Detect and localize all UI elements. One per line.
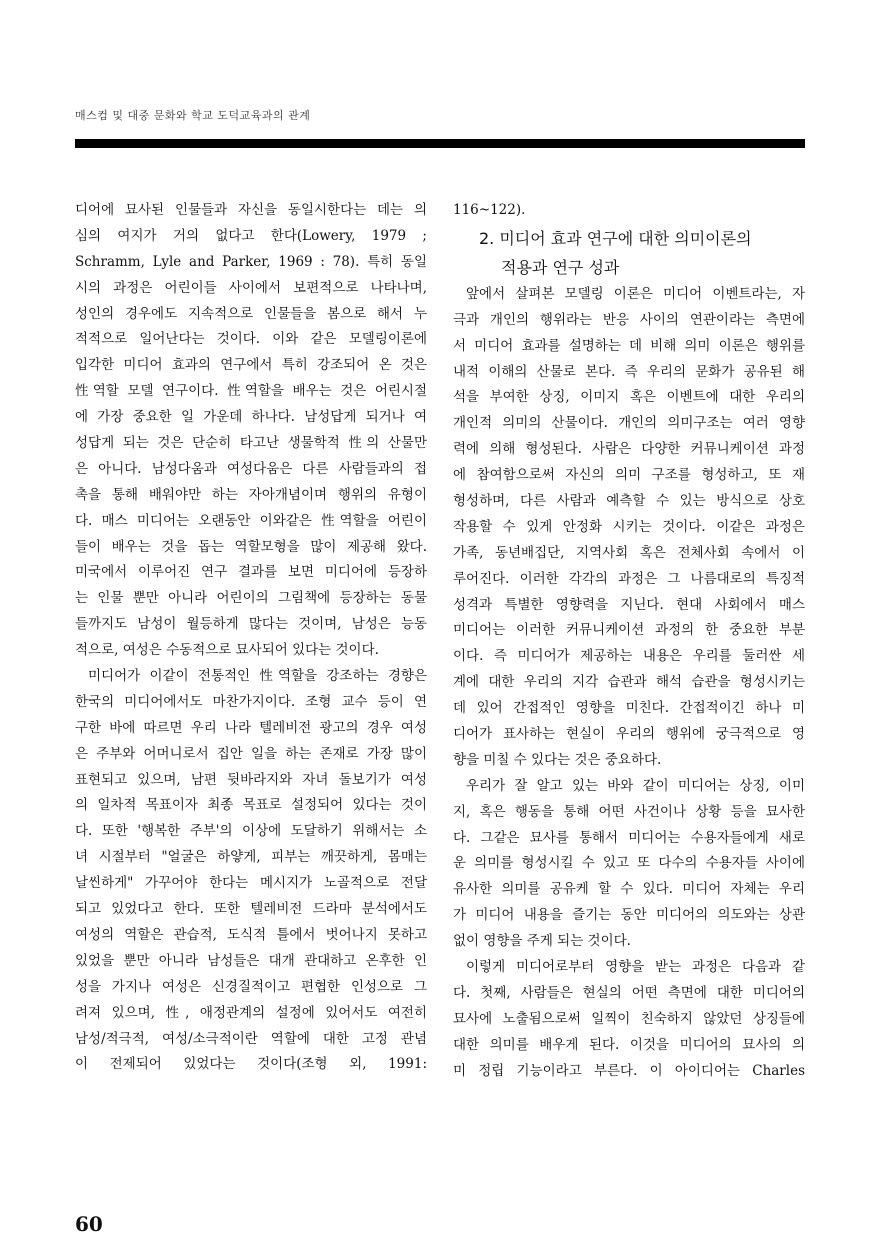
text-line: 은 아니다. 남성다움과 여성다움은 다른 사람들과의 접 <box>75 460 427 477</box>
text-line: 입각한 미디어 효과의 연구에서 특히 강조되어 온 것은 <box>75 357 427 374</box>
text-line: 려져 있으며, 性, 애정관계의 설정에 있어서도 여전히 <box>75 1004 427 1021</box>
text-line: 앞에서 살펴본 모델링 이론은 미디어 이벤트라는, 자 <box>466 285 805 302</box>
text-line: 녀 시절부터 "얼굴은 하얗게, 피부는 깨끗하게, 몸매는 <box>75 849 427 866</box>
text-line: 한국의 미디어에서도 마찬가지이다. 조형 교수 등이 연 <box>75 693 427 710</box>
text-line: 미 정립 기능이라고 부른다. 이 아이디어는 Charles <box>453 1062 805 1079</box>
text-line: 다. 매스 미디어는 오랜동안 이와같은 性역할을 어린이 <box>75 512 427 529</box>
text-line: 에 가장 중요한 일 가운데 하나다. 남성답게 되거나 여 <box>75 409 427 426</box>
text-line: 개인적 의미의 산물이다. 개인의 의미구조는 여러 영향 <box>453 415 805 432</box>
text-line: 극과 개인의 행위라는 반응 사이의 연관이라는 측면에 <box>453 311 805 328</box>
text-line: 가족, 동년배집단, 지역사회 혹은 전체사회 속에서 이 <box>453 544 805 561</box>
text-line: 이렇게 미디어로부터 영향을 받는 과정은 다음과 같 <box>466 959 805 976</box>
text-line: 없이 영향을 주게 되는 것이다. <box>453 933 631 950</box>
text-line: 묘사에 노출됨으로써 일찍이 친숙하지 않았던 상징들에 <box>453 1010 805 1027</box>
text-line: 性역할 모델 연구이다. 性역할을 배우는 것은 어린시절 <box>75 383 427 400</box>
text-line: 은 주부와 어머니로서 집안 일을 하는 존재로 가장 많이 <box>75 745 427 762</box>
text-line: 구한 바에 따르면 우리 나라 텔레비전 광고의 경우 여성 <box>75 719 427 736</box>
text-line: 는 인물 뿐만 아니라 어린이의 그림책에 등장하는 동물 <box>75 590 427 607</box>
text-line: 성인의 경우에도 지속적으로 인물들을 봄으로 해서 누 <box>75 305 427 322</box>
text-line: 미디어는 이러한 커뮤니케이션 과정의 한 중요한 부분 <box>453 622 805 639</box>
text-line: 되고 있었다고 한다. 또한 텔레비전 드라마 분석에서도 <box>75 901 427 918</box>
text-line: 디어에 묘사된 인물들과 자신을 동일시한다는 데는 의 <box>75 202 427 218</box>
text-line: 116~122). <box>453 202 526 218</box>
text-line: 들이 배우는 것을 돕는 역할모형을 많이 제공해 왔다. <box>75 538 427 555</box>
text-line: 운 의미를 형성시킬 수 있고 또 다수의 수용자들 사이에 <box>453 855 805 872</box>
text-line: 적으로, 여성은 수동적으로 묘사되어 있다는 것이다. <box>75 642 379 659</box>
text-line: 적적으로 일어난다는 것이다. 이와 같은 모델링이론에 <box>75 331 427 348</box>
text-line: 성을 가지나 여성은 신경질적이고 편협한 인성으로 그 <box>75 978 427 995</box>
text-line: 향을 미칠 수 있다는 것은 중요하다. <box>453 751 662 768</box>
right-column <box>453 198 805 1085</box>
text-line: 심의 여지가 거의 없다고 한다(Lowery, 1979 ; <box>75 227 427 244</box>
text-line: 우리가 잘 알고 있는 바와 같이 미디어는 상징, 이미 <box>466 777 805 794</box>
text-line: 성답게 되는 것은 단순히 타고난 생물학적 性의 산물만 <box>75 435 427 452</box>
text-line: 성격과 특별한 영향력을 지닌다. 현대 사회에서 매스 <box>453 596 805 613</box>
text-line: 가 미디어 내용을 즐기는 동안 미디어의 의도와는 상관 <box>453 907 805 924</box>
text-line: 서 미디어 효과를 설명하는 데 비해 의미 이론은 행위를 <box>453 337 805 354</box>
text-line: 다. 첫째, 사람들은 현실의 어떤 측면에 대한 미디어의 <box>453 984 805 1001</box>
text-line: 다. 또한 '행복한 주부'의 이상에 도달하기 위해서는 소 <box>75 823 427 840</box>
text-line: 있었을 뿐만 아니라 남성들은 대개 관대하고 온후한 인 <box>75 952 427 969</box>
page-number: 60 <box>75 1212 103 1236</box>
text-line: 유사한 의미를 공유케 할 수 있다. 미디어 자체는 우리 <box>453 881 805 898</box>
text-line: 대한 의미를 배우게 된다. 이것을 미디어의 묘사의 의 <box>453 1036 805 1053</box>
text-line: 미국에서 이루어진 연구 결과를 보면 미디어에 등장하 <box>75 564 427 581</box>
text-line: 데 있어 간접적인 영향을 미친다. 간접적이긴 하나 미 <box>453 700 805 717</box>
text-line: 디어가 표사하는 현실이 우리의 행위에 궁극적으로 영 <box>453 726 805 743</box>
text-line: 다. 그같은 묘사를 통해서 미디어는 수용자들에게 새로 <box>453 829 805 846</box>
text-line: 촉을 통해 배워야만 하는 자아개념이며 행위의 유형이 <box>75 486 427 503</box>
text-line: 날씬하게" 가꾸어야 한다는 메시지가 노골적으로 전달 <box>75 875 427 892</box>
text-line: 지, 혹은 행동을 통해 어떤 사건이나 상황 등을 묘사한 <box>453 803 805 820</box>
text-line: 미디어가 이같이 전통적인 性역할을 강조하는 경향은 <box>88 668 427 685</box>
text-line: 들까지도 남성이 월등하게 많다는 것이며, 남성은 능동 <box>75 616 427 633</box>
text-line: 에 참여함으로써 자신의 의미 구조를 형성하고, 또 재 <box>453 467 805 484</box>
text-line: 이다. 즉 미디어가 제공하는 내용은 우리를 둘러싼 세 <box>453 648 805 665</box>
text-line: 력에 의해 형성된다. 사람은 다양한 커뮤니케이션 과정 <box>453 441 805 458</box>
section-heading: 2. 미디어 효과 연구에 대한 의미이론의 <box>479 228 752 248</box>
text-line: 형성하며, 다른 사람과 예측할 수 있는 방식으로 상호 <box>453 493 805 510</box>
text-line: 표현되고 있으며, 남편 뒷바라지와 자녀 돌보기가 여성 <box>75 771 427 788</box>
text-line: 내적 이해의 산물로 본다. 즉 우리의 문화가 공유된 해 <box>453 363 805 380</box>
header-rule <box>75 139 805 148</box>
running-head: 매스컴 및 대중 문화와 학교 도덕교육과의 관계 <box>75 109 311 122</box>
text-line: 여성의 역할은 관습적, 도식적 틀에서 벗어나지 못하고 <box>75 926 427 943</box>
text-line: 이 전제되어 있었다는 것이다(조형 외, 1991: <box>75 1056 427 1073</box>
text-line: Schramm, Lyle and Parker, 1969 : 78). 특히 동일 <box>75 253 427 270</box>
text-line: 작용할 수 있게 안정화 시키는 것이다. 이같은 과정은 <box>453 518 805 535</box>
left-column <box>75 198 427 1078</box>
text-line: 루어진다. 이러한 각각의 과정은 그 나름대로의 특징적 <box>453 570 805 587</box>
text-line: 석을 부여한 상징, 이미지 혹은 이벤트에 대한 우리의 <box>453 389 805 406</box>
text-line: 계에 대한 우리의 지각 습관과 해석 습관을 형성시키는 <box>453 674 805 691</box>
section-heading: 적용과 연구 성과 <box>501 257 620 277</box>
text-line: 시의 과정은 어린이들 사이에서 보편적으로 나타나며, <box>75 279 427 296</box>
text-line: 의 일차적 목표이자 최종 목표로 설정되어 있다는 것이 <box>75 797 427 814</box>
text-line: 남성/적극적, 여성/소극적이란 역할에 대한 고정 관념 <box>75 1030 427 1047</box>
